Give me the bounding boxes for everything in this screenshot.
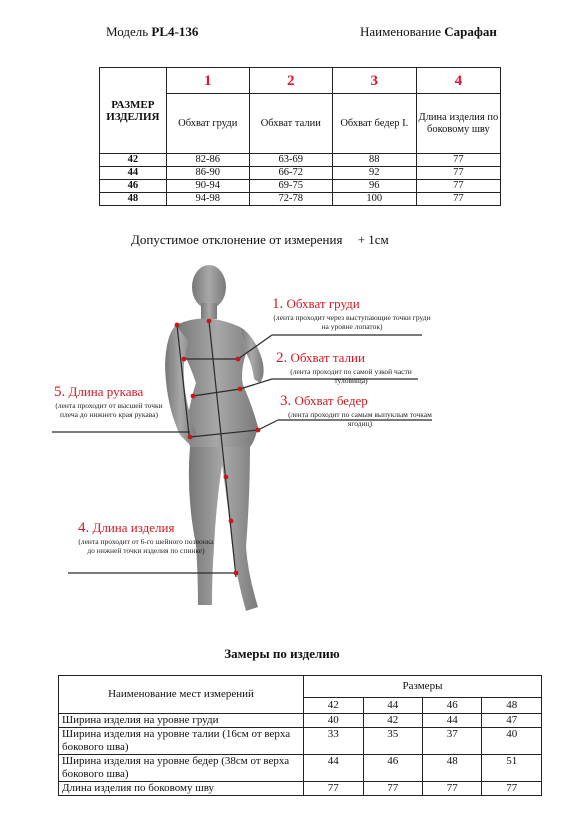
value-cell: 77 (482, 782, 542, 796)
callout-title: 2. Обхват талии (276, 350, 365, 366)
column-header: Обхват талии (249, 94, 332, 154)
column-header: Длина изделия по боковому шву (416, 94, 500, 154)
value-cell: 33 (304, 728, 363, 755)
value-cell: 63-69 (249, 154, 332, 167)
tolerance-note (131, 232, 389, 248)
value-cell: 42 (363, 714, 422, 728)
column-number: 1 (166, 68, 249, 94)
value-cell: 77 (416, 154, 500, 167)
tolerance-text: Допустимое отклонение от измерения (131, 232, 343, 247)
value-cell: 66-72 (249, 167, 332, 180)
value-cell: 90-94 (166, 180, 249, 193)
table-row (100, 154, 501, 167)
size-cell: 44 (100, 167, 167, 180)
name-label: Наименование (360, 24, 441, 39)
figure-silhouette (165, 265, 264, 611)
garment-table (58, 675, 542, 796)
callout-note: (лента проходит по самым выпуклым точкам ягодиц) (288, 410, 432, 428)
callout-note: (лента проходит от высшей точки плеча до нижнего края рукава) (55, 401, 163, 419)
value-cell: 51 (482, 755, 542, 782)
column-number: 4 (416, 68, 500, 94)
size-header-cell: 44 (363, 698, 422, 714)
value-cell: 77 (363, 782, 422, 796)
value-cell: 92 (332, 167, 416, 180)
table-row (100, 193, 501, 206)
garment-table-title: Замеры по изделию (224, 646, 340, 661)
callout-note: (лента проходит по самой узкой части туловища) (290, 367, 412, 385)
value-cell: 46 (363, 755, 422, 782)
value-cell: 40 (482, 728, 542, 755)
size-table (99, 67, 501, 206)
column-header: Обхват груди (166, 94, 249, 154)
value-cell: 37 (422, 728, 481, 755)
value-cell: 48 (422, 755, 481, 782)
size-header-cell: 48 (482, 698, 542, 714)
value-cell: 72-78 (249, 193, 332, 206)
value-cell: 96 (332, 180, 416, 193)
place-header: Наименование мест измерений (59, 676, 304, 714)
value-cell: 44 (422, 714, 481, 728)
tolerance-value: + 1см (357, 232, 389, 247)
callout-note: (лента проходит через выступающие точки груди на уровне лопаток) (273, 313, 431, 331)
value-cell: 77 (416, 193, 500, 206)
callout-note: (лента проходит от 6-го шейного позвонка до нижней точки изделия по спинке) (78, 537, 214, 555)
callout-sleeve (54, 384, 164, 419)
value-cell: 86-90 (166, 167, 249, 180)
table-row (100, 167, 501, 180)
callout-chest (272, 296, 432, 331)
model-label: Модель (106, 24, 149, 39)
measure-name: Ширина изделия на уровне груди (59, 714, 304, 728)
value-cell: 35 (363, 728, 422, 755)
value-cell: 40 (304, 714, 363, 728)
value-cell: 77 (304, 782, 363, 796)
size-table-corner: РАЗМЕР ИЗДЕЛИЯ (100, 68, 167, 154)
value-cell: 94-98 (166, 193, 249, 206)
size-header-cell: 42 (304, 698, 363, 714)
column-header: Обхват бедер I. (332, 94, 416, 154)
callout-length (78, 520, 214, 555)
table-row (59, 714, 542, 728)
column-number: 3 (332, 68, 416, 94)
value-cell: 100 (332, 193, 416, 206)
size-cell: 46 (100, 180, 167, 193)
callout-title: 1. Обхват груди (272, 296, 360, 312)
value-cell: 44 (304, 755, 363, 782)
model-line (106, 24, 198, 40)
size-cell: 42 (100, 154, 167, 167)
callout-waist (276, 350, 426, 385)
value-cell: 77 (416, 167, 500, 180)
model-value: PL4-136 (151, 24, 199, 39)
size-cell: 48 (100, 193, 167, 206)
sizes-header: Размеры (304, 676, 542, 698)
measure-name: Длина изделия по боковому шву (59, 782, 304, 796)
value-cell: 47 (482, 714, 542, 728)
table-row (59, 728, 542, 755)
table-row (59, 755, 542, 782)
column-number: 2 (249, 68, 332, 94)
size-header-cell: 46 (422, 698, 481, 714)
value-cell: 82-86 (166, 154, 249, 167)
measure-name: Ширина изделия на уровне бедер (38см от верха бокового шва) (59, 755, 304, 782)
table-row (100, 180, 501, 193)
callout-hips (280, 393, 440, 428)
table-row (59, 782, 542, 796)
value-cell: 77 (416, 180, 500, 193)
callout-title: 3. Обхват бедер (280, 393, 368, 409)
value-cell: 88 (332, 154, 416, 167)
value-cell: 77 (422, 782, 481, 796)
name-value: Сарафан (444, 24, 497, 39)
name-line (360, 24, 497, 40)
callout-title: 4. Длина изделия (78, 520, 175, 536)
value-cell: 69-75 (249, 180, 332, 193)
measure-name: Ширина изделия на уровне талии (16см от верха бокового шва) (59, 728, 304, 755)
callout-title: 5. Длина рукава (54, 384, 144, 400)
